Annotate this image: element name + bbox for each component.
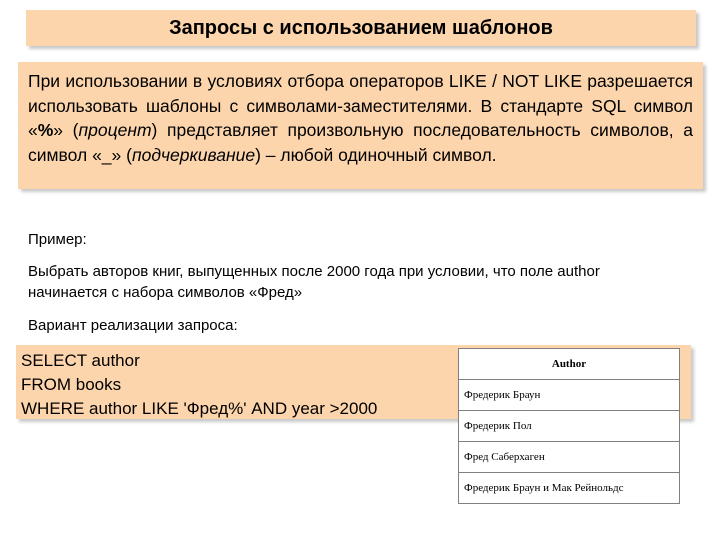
table-cell: Фредерик Браун и Мак Рейнольдс (459, 473, 680, 504)
task-text: Выбрать авторов книг, выпущенных после 2000 года при условии, что поле author начинается с набора символов «Фред» (28, 263, 600, 301)
sql-line-where: WHERE author LIKE 'Фред%' AND year >2000 (21, 399, 378, 418)
intro-text-part1: При использовании в условиях отбора операторов LIKE / NOT LIKE разрешается использовать шаблоны с символами-заместителями. В стандарте SQL символ « (28, 71, 693, 140)
table-row (459, 442, 680, 473)
table-header-row (459, 349, 680, 380)
intro-box (18, 62, 703, 189)
slide-title-bar (26, 10, 696, 46)
percent-name: процент (78, 120, 152, 140)
sql-line-select: SELECT author (21, 351, 140, 370)
slide-title: Запросы с использованием шаблонов (169, 16, 553, 39)
result-table (458, 348, 680, 504)
intro-text-part4: ) – любой одиночный символ. (255, 144, 497, 165)
table-row (459, 411, 680, 442)
intro-text-part3: ) представляет произвольную последовательность символов, а символ «_» ( (28, 120, 693, 165)
table-row (459, 380, 680, 411)
table-cell: Фредерик Браун (459, 380, 680, 411)
percent-symbol: % (37, 120, 54, 140)
example-label: Пример: (28, 231, 87, 248)
column-header-author: Author (459, 349, 680, 380)
table-cell: Фред Саберхаген (459, 442, 680, 473)
implementation-label: Вариант реализации запроса: (28, 317, 238, 334)
underscore-name: подчеркивание (131, 144, 256, 165)
sql-line-from: FROM books (21, 375, 122, 394)
intro-text-part2: » ( (53, 120, 79, 140)
table-cell: Фредерик Пол (459, 411, 680, 442)
table-row (459, 473, 680, 504)
